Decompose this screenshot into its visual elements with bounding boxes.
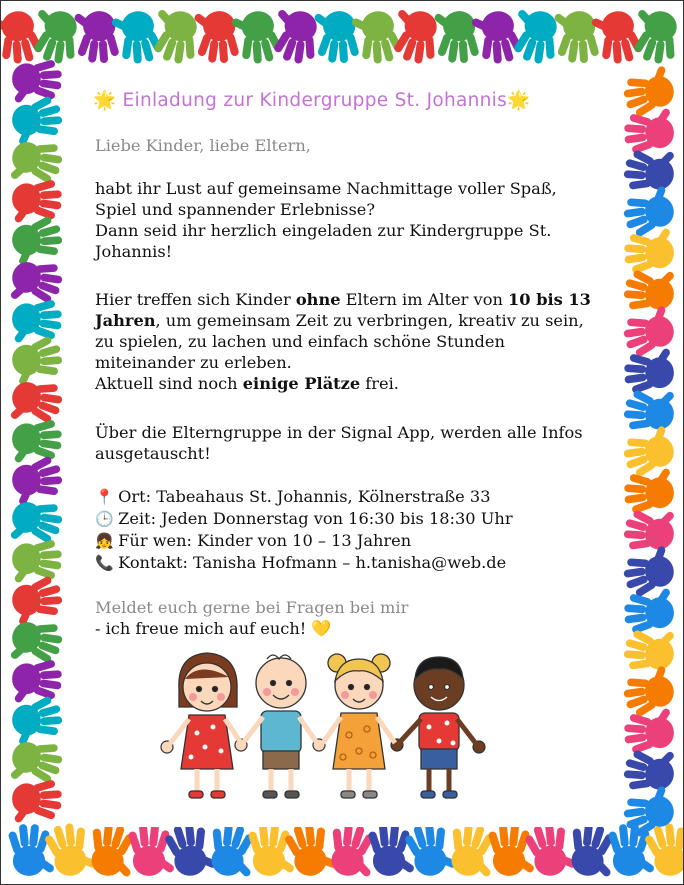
info-contact xyxy=(95,552,615,574)
child-girl-brown-hair xyxy=(169,653,241,798)
details-text: frei. xyxy=(360,374,399,393)
closing-paragraph xyxy=(95,597,615,639)
handprint xyxy=(7,494,66,551)
intro-line: Johannis! xyxy=(95,242,173,261)
handprint xyxy=(229,8,285,68)
child-girl-blonde-pigtails xyxy=(323,654,395,798)
child-boy-blue-shirt xyxy=(243,655,317,798)
details-line: miteinander zu erleben. xyxy=(95,353,292,372)
info-audience xyxy=(95,530,615,552)
handprint xyxy=(71,10,121,64)
info-text: Für wen: Kinder von 10 – 13 Jahren xyxy=(118,531,412,550)
details-line xyxy=(95,310,615,331)
handprint xyxy=(83,820,141,881)
handprint xyxy=(623,227,674,275)
intro-line: habt ihr Lust auf gemeinsame Nachmittage voller Spaß, xyxy=(95,179,557,198)
details-text: , um gemeinsam Zeit zu verbringen, kreativ zu sein, xyxy=(155,311,584,330)
details-line xyxy=(95,289,615,310)
handprint xyxy=(621,503,678,557)
handprint xyxy=(623,347,674,395)
heart-icon: 💛 xyxy=(311,619,332,638)
handprint xyxy=(431,10,481,64)
handprint xyxy=(623,707,674,755)
intro-line: Dann seid ihr herzlich eingeladen zur Kindergruppe St. xyxy=(95,221,552,240)
handprint xyxy=(1,8,45,68)
info-text: Ort: Tabeahaus St. Johannis, Kölnerstraße 33 xyxy=(118,487,491,506)
details-text: Eltern im Alter von xyxy=(340,290,509,309)
details-text: Hier treffen sich Kinder xyxy=(95,290,296,309)
letter-content xyxy=(73,67,613,827)
handprint xyxy=(623,467,674,515)
child-boy-red-shirt xyxy=(399,657,477,798)
handprint xyxy=(589,8,645,68)
info-time xyxy=(95,508,615,530)
handprint xyxy=(488,824,536,876)
phone-icon: 📞 xyxy=(95,554,114,572)
details-bold: Jahren xyxy=(95,311,156,330)
handprint xyxy=(551,10,601,64)
signal-paragraph xyxy=(95,422,615,464)
handprint xyxy=(349,8,405,68)
details-text: Aktuell sind noch xyxy=(95,374,243,393)
info-list xyxy=(95,486,615,574)
handprint xyxy=(11,538,62,586)
pin-icon: 📍 xyxy=(95,488,114,506)
details-bold: einige Plätze xyxy=(242,374,361,393)
handprint xyxy=(11,418,62,466)
details-bold: 10 bis 13 xyxy=(508,290,591,309)
star-icon: 🌟 xyxy=(93,90,117,111)
info-text: Zeit: Jeden Donnerstag von 16:30 bis 18:30 Uhr xyxy=(118,509,513,528)
clock-icon: 🕒 xyxy=(95,510,114,528)
handprint xyxy=(621,143,678,197)
closing-line: Meldet euch gerne bei Fragen bei mir xyxy=(95,598,409,617)
intro-line: Spiel und spannender Erlebnisse? xyxy=(95,200,376,219)
handprint xyxy=(368,824,416,876)
handprint xyxy=(203,820,261,881)
handprint xyxy=(621,263,678,317)
handprint xyxy=(11,778,62,826)
handprint xyxy=(248,824,296,876)
handprint xyxy=(11,298,62,346)
intro-paragraph xyxy=(95,178,615,262)
page-title xyxy=(93,89,613,111)
details-line xyxy=(95,373,615,394)
signal-line: Über die Elterngruppe in der Signal App, werden alle Infos xyxy=(95,423,583,442)
closing-text: - ich freue mich auf euch! xyxy=(95,619,312,638)
handprint xyxy=(11,58,62,106)
handprint xyxy=(323,820,381,881)
handprint xyxy=(7,374,66,431)
signal-line: ausgetauscht! xyxy=(95,444,211,463)
handprint xyxy=(621,623,678,677)
handprint xyxy=(621,743,678,797)
details-paragraph xyxy=(95,289,615,394)
title-text: Einladung zur Kindergruppe St. Johannis xyxy=(122,90,508,111)
child-icon: 👧 xyxy=(95,532,114,550)
handprint xyxy=(443,820,501,881)
handprint xyxy=(7,734,66,791)
info-location xyxy=(95,486,615,508)
handprint xyxy=(623,587,674,635)
handprint xyxy=(191,10,241,64)
info-text: Kontakt: Tanisha Hofmann – h.tanisha@web.de xyxy=(118,553,507,572)
handprint xyxy=(7,254,66,311)
children-illustration xyxy=(159,647,489,807)
handprint xyxy=(563,820,621,881)
details-bold: ohne xyxy=(295,290,341,309)
handprint xyxy=(621,383,678,437)
details-line: zu spielen, zu lachen und einfach schöne Stunden xyxy=(95,332,505,351)
greeting: Liebe Kinder, liebe Eltern, xyxy=(95,136,311,155)
handprint xyxy=(7,134,66,191)
handprint xyxy=(311,10,361,64)
handprint xyxy=(8,824,56,876)
star-icon: 🌟 xyxy=(507,90,531,111)
handprint xyxy=(11,178,62,226)
handprint xyxy=(109,8,165,68)
handprint xyxy=(469,8,525,68)
closing-line xyxy=(95,618,615,639)
handprint xyxy=(128,824,176,876)
handprint xyxy=(7,614,66,671)
handprint xyxy=(623,107,674,155)
handprint xyxy=(11,658,62,706)
